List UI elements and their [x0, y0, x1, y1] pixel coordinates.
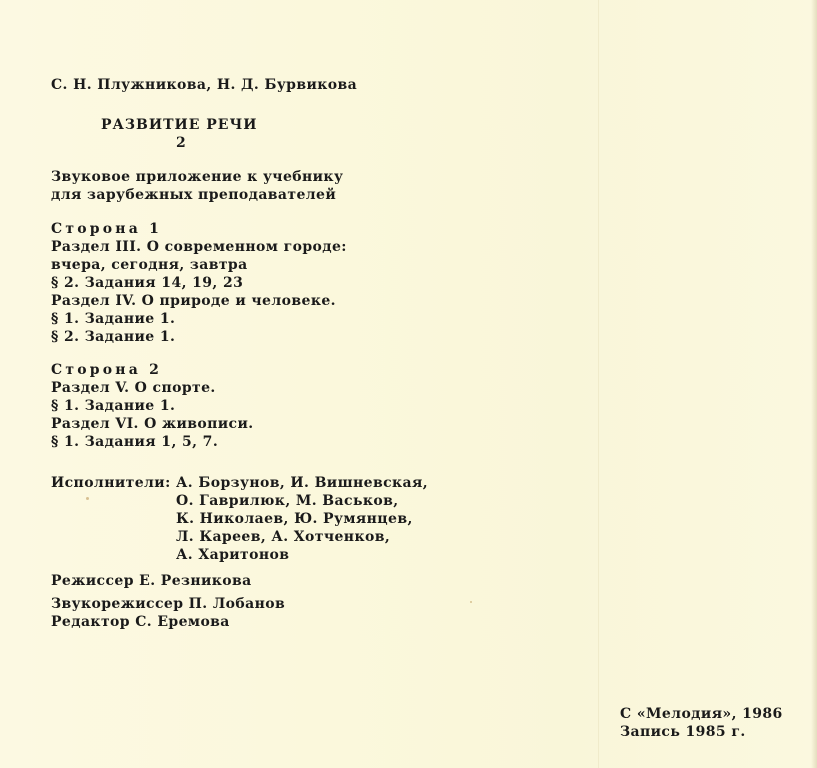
performers-label: Исполнители:	[51, 475, 171, 491]
side-1-heading: Сторона 1	[51, 221, 163, 237]
paper-speck	[86, 497, 89, 500]
side-1-line: Раздел III. О современном городе:	[51, 239, 347, 255]
performer-names: О. Гаврилюк, М. Васьков,	[176, 493, 399, 509]
volume-number: 2	[176, 135, 187, 151]
side-2-line: Раздел VI. О живописи.	[51, 416, 254, 432]
side-2-heading: Сторона 2	[51, 362, 163, 378]
side-1-line: вчера, сегодня, завтра	[51, 257, 248, 273]
paper-edge	[811, 0, 817, 768]
performer-names: А. Харитонов	[176, 547, 290, 563]
copyright-notice: С «Мелодия», 1986	[620, 706, 783, 722]
paper-speck	[470, 601, 472, 603]
subtitle-line: Звуковое приложение к учебнику	[51, 169, 344, 185]
side-2-line: § 1. Задание 1.	[51, 398, 176, 414]
title: РАЗВИТИЕ РЕЧИ	[101, 117, 258, 133]
side-2-line: § 1. Задания 1, 5, 7.	[51, 434, 219, 450]
performer-names: Л. Кареев, А. Хотченков,	[176, 529, 391, 545]
editor-credit: Редактор С. Еремова	[51, 614, 230, 630]
performer-names: А. Борзунов, И. Вишневская,	[176, 475, 429, 491]
side-1-line: Раздел IV. О природе и человеке.	[51, 293, 336, 309]
subtitle-line: для зарубежных преподавателей	[51, 187, 337, 203]
sound-director-credit: Звукорежиссер П. Лобанов	[51, 596, 286, 612]
authors: С. Н. Плужникова, Н. Д. Бурвикова	[51, 77, 358, 93]
side-1-line: § 1. Задание 1.	[51, 311, 176, 327]
side-2-line: Раздел V. О спорте.	[51, 380, 216, 396]
side-1-line: § 2. Задание 1.	[51, 329, 176, 345]
recording-year: Запись 1985 г.	[620, 724, 746, 740]
performer-names: К. Николаев, Ю. Румянцев,	[176, 511, 413, 527]
side-1-line: § 2. Задания 14, 19, 23	[51, 275, 244, 291]
paper-fold	[598, 0, 599, 768]
director-credit: Режиссер Е. Резникова	[51, 573, 252, 589]
